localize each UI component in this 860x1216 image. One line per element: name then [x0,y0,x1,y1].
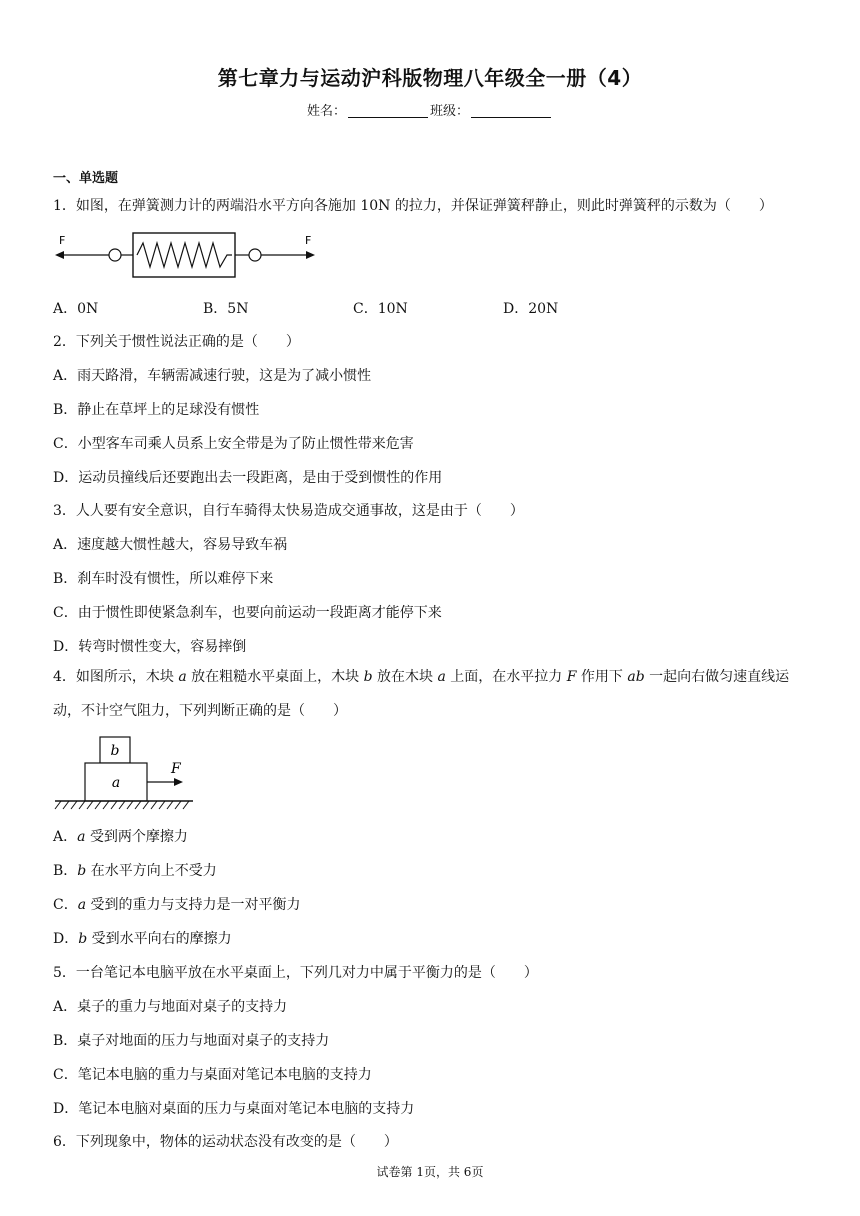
q3-option-b[interactable]: B．刹车时没有惯性，所以难停下来 [53,571,274,587]
spring-scale-figure [53,228,323,280]
q4-option-b[interactable]: B．b 在水平方向上不受力 [53,863,217,879]
q5-option-b[interactable]: B．桌子对地面的压力与地面对桌子的支持力 [53,1033,330,1049]
block-figure [55,735,195,813]
q1-option-b[interactable]: B．5N [203,301,249,317]
name-blank[interactable] [348,103,428,118]
q4-option-a[interactable]: A．a 受到两个摩擦力 [53,829,188,845]
q3-option-a[interactable]: A．速度越大惯性越大，容易导致车祸 [53,537,288,553]
class-blank[interactable] [471,103,551,118]
q2-option-c[interactable]: C．小型客车司乘人员系上安全带是为了防止惯性带来危害 [53,436,414,452]
q5-stem: 5．一台笔记本电脑平放在水平桌面上，下列几对力中属于平衡力的是（ ） [53,965,538,981]
q1-stem: 1．如图，在弹簧测力计的两端沿水平方向各施加 10N 的拉力，并保证弹簧秤静止，则此时弹簧秤的示数为（ ） [53,198,773,214]
q4-option-d[interactable]: D．b 受到水平向右的摩擦力 [53,931,232,947]
q3-option-d[interactable]: D．转弯时惯性变大，容易摔倒 [53,639,247,655]
q5-option-d[interactable]: D．笔记本电脑对桌面的压力与桌面对笔记本电脑的支持力 [53,1101,415,1117]
page-title: 第七章力与运动沪科版物理八年级全一册（4） [217,66,643,90]
q1-options [53,298,653,318]
q1-option-a[interactable]: A．0N [53,301,99,317]
figure-right-f-label: F [305,234,312,247]
class-label: 班级： [430,104,470,119]
q2-option-d[interactable]: D．运动员撞线后还要跑出去一段距离，是由于受到惯性的作用 [53,470,443,486]
q1-option-d[interactable]: D．20N [503,301,559,317]
block-b-label: b [110,743,120,759]
name-label: 姓名： [306,104,346,119]
section-heading: 一、单选题 [53,171,119,186]
q6-stem: 6．下列现象中，物体的运动状态没有改变的是（ ） [53,1134,398,1150]
q2-option-b[interactable]: B．静止在草坪上的足球没有惯性 [53,402,260,418]
force-f-label: F [171,761,181,777]
q4-stem: 4．如图所示，木块 a 放在粗糙水平桌面上，木块 b 放在木块 a 上面，在水平拉力 F 作用下 ab 一起向右做匀速直线运动，不计空气阻力，下列判断正确的是（ ） [53,669,790,719]
figure-left-f-label: F [59,234,66,247]
q5-option-a[interactable]: A．桌子的重力与地面对桌子的支持力 [53,999,288,1015]
block-a-label: a [111,775,121,791]
page-footer: 试卷第 1页，共 6页 [376,1165,484,1179]
q3-stem: 3．人人要有安全意识，自行车骑得太快易造成交通事故，这是由于（ ） [53,503,524,519]
q2-option-a[interactable]: A．雨天路滑，车辆需减速行驶，这是为了减小惯性 [53,368,372,384]
q3-option-c[interactable]: C．由于惯性即使紧急刹车，也要向前运动一段距离才能停下来 [53,605,442,621]
q4-option-c[interactable]: C．a 受到的重力与支持力是一对平衡力 [53,897,301,913]
q1-option-c[interactable]: C．10N [353,301,408,317]
name-class-line [0,100,860,119]
q5-option-c[interactable]: C．笔记本电脑的重力与桌面对笔记本电脑的支持力 [53,1067,372,1083]
q2-stem: 2．下列关于惯性说法正确的是（ ） [53,334,300,350]
